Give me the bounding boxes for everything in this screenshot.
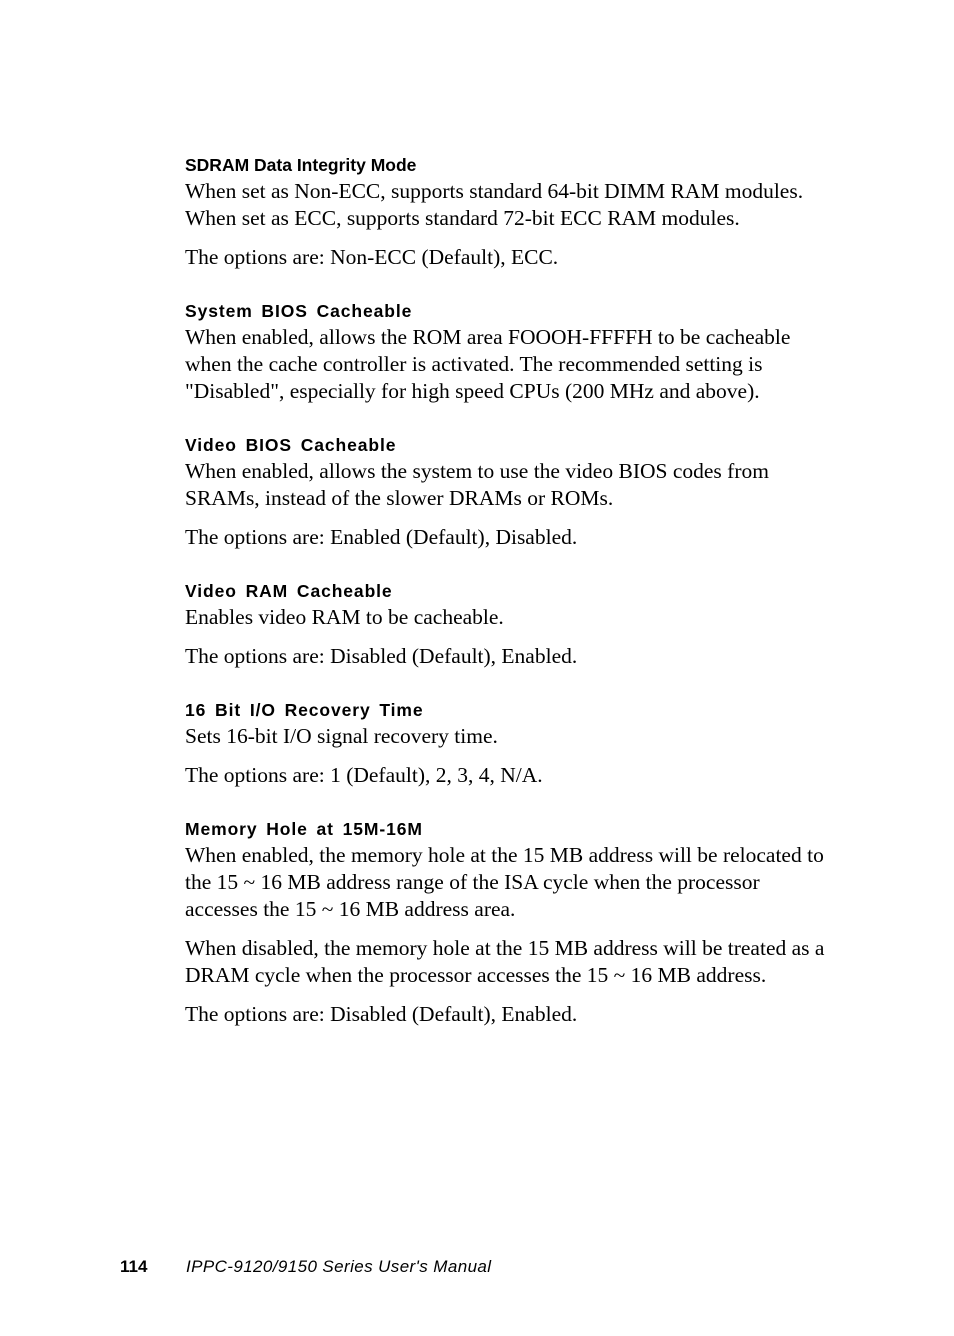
section-video-bios-cacheable: [185, 432, 825, 551]
section-heading: System BIOS Cacheable: [185, 301, 413, 321]
section-options: The options are: Non-ECC (Default), ECC.: [185, 245, 559, 269]
section-paragraph: When enabled, allows the ROM area FOOOH-FFFFH to be cacheable when the cache controller is activated. The recommended setting is "Disabled", especially for high speed CPUs (200 MHz and above).: [185, 325, 791, 403]
section-paragraph: Sets 16-bit I/O signal recovery time.: [185, 724, 498, 748]
section-paragraph: When set as Non-ECC, supports standard 64-bit DIMM RAM modules. When set as ECC, supports standard 72-bit ECC RAM modules.: [185, 179, 804, 230]
section-options: The options are: Enabled (Default), Disabled.: [185, 525, 578, 549]
page-body: [185, 152, 825, 1028]
section-heading: Video RAM Cacheable: [185, 581, 393, 601]
section-sdram-data-integrity-mode: [185, 152, 825, 271]
section-memory-hole-15m-16m: [185, 816, 825, 1028]
section-system-bios-cacheable: [185, 298, 825, 405]
section-options: The options are: Disabled (Default), Enabled.: [185, 1002, 578, 1026]
section-heading: Video BIOS Cacheable: [185, 435, 397, 455]
section-options: The options are: Disabled (Default), Enabled.: [185, 644, 578, 668]
section-heading: 16 Bit I/O Recovery Time: [185, 700, 424, 720]
section-paragraph: When disabled, the memory hole at the 15 MB address will be treated as a DRAM cycle when the processor accesses the 15 ~ 16 MB address.: [185, 936, 825, 987]
section-paragraph: Enables video RAM to be cacheable.: [185, 605, 504, 629]
section-video-ram-cacheable: [185, 578, 825, 670]
section-heading: Memory Hole at 15M-16M: [185, 819, 423, 839]
manual-title: IPPC-9120/9150 Series User's Manual: [186, 1257, 492, 1276]
section-paragraph: When enabled, allows the system to use the video BIOS codes from SRAMs, instead of the slower DRAMs or ROMs.: [185, 459, 769, 510]
page-number: 114: [120, 1257, 148, 1276]
section-options: The options are: 1 (Default), 2, 3, 4, N/A.: [185, 763, 543, 787]
section-paragraph: When enabled, the memory hole at the 15 MB address will be relocated to the 15 ~ 16 MB address range of the ISA cycle when the processor accesses the 15 ~ 16 MB address area.: [185, 843, 824, 921]
section-heading: SDRAM Data Integrity Mode: [185, 155, 417, 175]
section-16-bit-io-recovery-time: [185, 697, 825, 789]
page-footer: [120, 1254, 491, 1280]
